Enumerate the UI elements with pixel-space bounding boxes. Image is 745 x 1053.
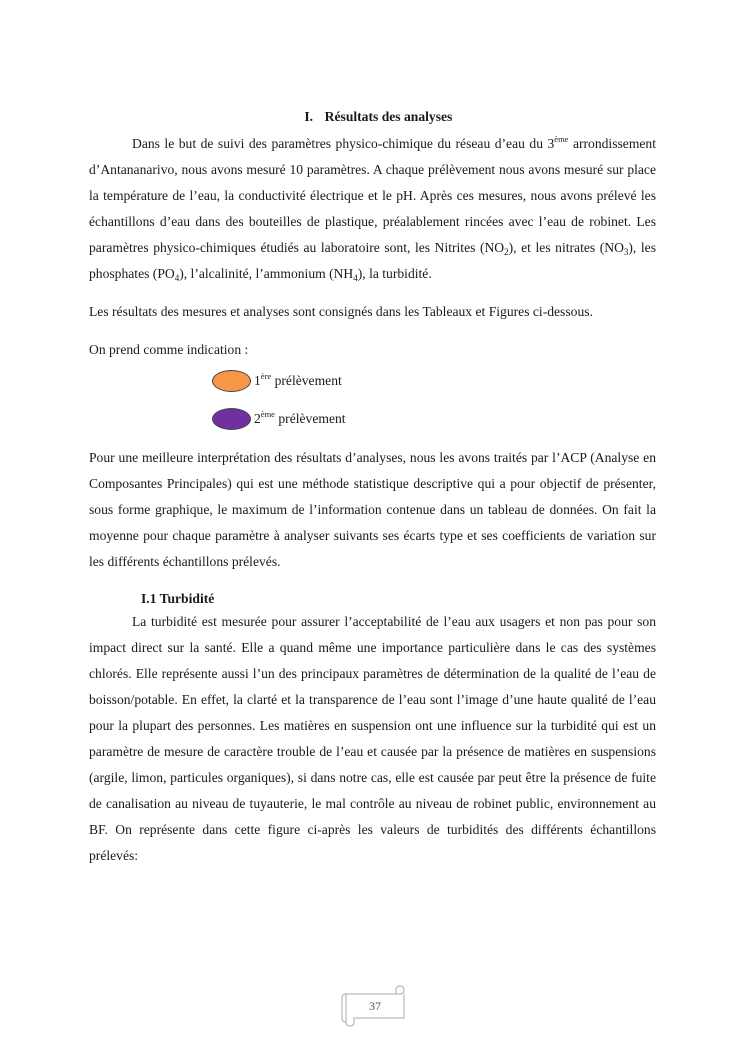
- subsection-title: I.1 Turbidité: [141, 591, 215, 606]
- document-body: [89, 108, 656, 869]
- acp-paragraph: Pour une meilleure interprétation des résultats d’analyses, nous les avons traités par l’ACP (Analyse en Composantes Principales) qui est une méthode statistique descriptive qui a pour objectif de présenter, sous forme graphique, le maximum de l’information contenue dans un tableau de données. On fait la moyenne pour chaque paramètre à analyser suivants ses écarts type et ses coefficients de variation sur les différents échantillons prélevés.: [89, 450, 656, 569]
- orange-ellipse-icon: [212, 370, 251, 392]
- intro-text-1: Dans le but de suivi des paramètres physico-chimique du réseau d’eau du 3: [132, 136, 555, 151]
- page-number: 37: [369, 999, 381, 1013]
- no2-sub: 2: [504, 247, 509, 257]
- intro-text-6: ), la turbidité.: [357, 266, 432, 281]
- results-sentence: Les résultats des mesures et analyses sont consignés dans les Tableaux et Figures ci-dessous.: [89, 304, 593, 319]
- nh4-sub: 4: [353, 273, 358, 283]
- heading-title: Résultats des analyses: [324, 109, 453, 124]
- intro-sup: ème: [554, 134, 569, 144]
- page-number-scroll: [338, 984, 408, 1030]
- legend-label-1: 1ère prélèvement: [254, 371, 342, 388]
- no3-sub: 3: [623, 247, 629, 257]
- intro-paragraph: [89, 131, 656, 287]
- section-heading: [89, 108, 656, 126]
- legend-item-2: [89, 407, 656, 445]
- legend-item-1: [89, 369, 656, 407]
- intro-text-5: ), l’alcalinité, l’ammonium (NH: [179, 266, 354, 281]
- turbidity-paragraph: La turbidité est mesurée pour assurer l’acceptabilité de l’eau aux usagers et non pas pour son impact direct sur la santé. Elle a quand même une importance particulière dans le cas des systèmes chlorés. Elle représente aussi l’un des principaux paramètres de détermination de la qualité de l’eau de boisson/potable. En effet, la clarté et la transparence de l’eau sont l’image d’une haute qualité de l’eau pour la plupart des personnes. Les matières en suspension ont une influence sur la turbidité qui est un paramètre de mesure de caractère trouble de l’eau et causée par la présence de matières en suspensions (argile, limon, particules organiques), si dans notre cas, elle est causée par peut être la présence de fuite de canalisation au niveau de tuyauterie, le mal contrôle au niveau de robinet public, environnement au BF. On représente dans cette figure ci-après les valeurs de turbidités des différents échantillons prélevés:: [89, 614, 656, 863]
- intro-text-4: ), les phosphates (PO: [89, 240, 656, 281]
- indication-label: On prend comme indication :: [89, 342, 249, 357]
- purple-ellipse-icon: [212, 408, 251, 430]
- heading-number: I.: [304, 109, 314, 124]
- intro-text-3: ), et les nitrates (NO: [508, 240, 624, 255]
- legend-label-2: 2ème prélèvement: [254, 409, 346, 426]
- po4-sub: 4: [174, 273, 180, 283]
- intro-text-2: arrondissement d’Antananarivo, nous avons mesuré 10 paramètres. A chaque prélèvement nous avons mesuré sur place la température de l’eau, la conductivité électrique et le pH. Après ces mesures, nous avons prélevé les échantillons d’eau dans des bouteilles de plastique, préalablement rincées avec l’eau de robinet. Les paramètres physico-chimiques étudiés au laboratoire sont, les Nitrites (NO: [89, 136, 657, 255]
